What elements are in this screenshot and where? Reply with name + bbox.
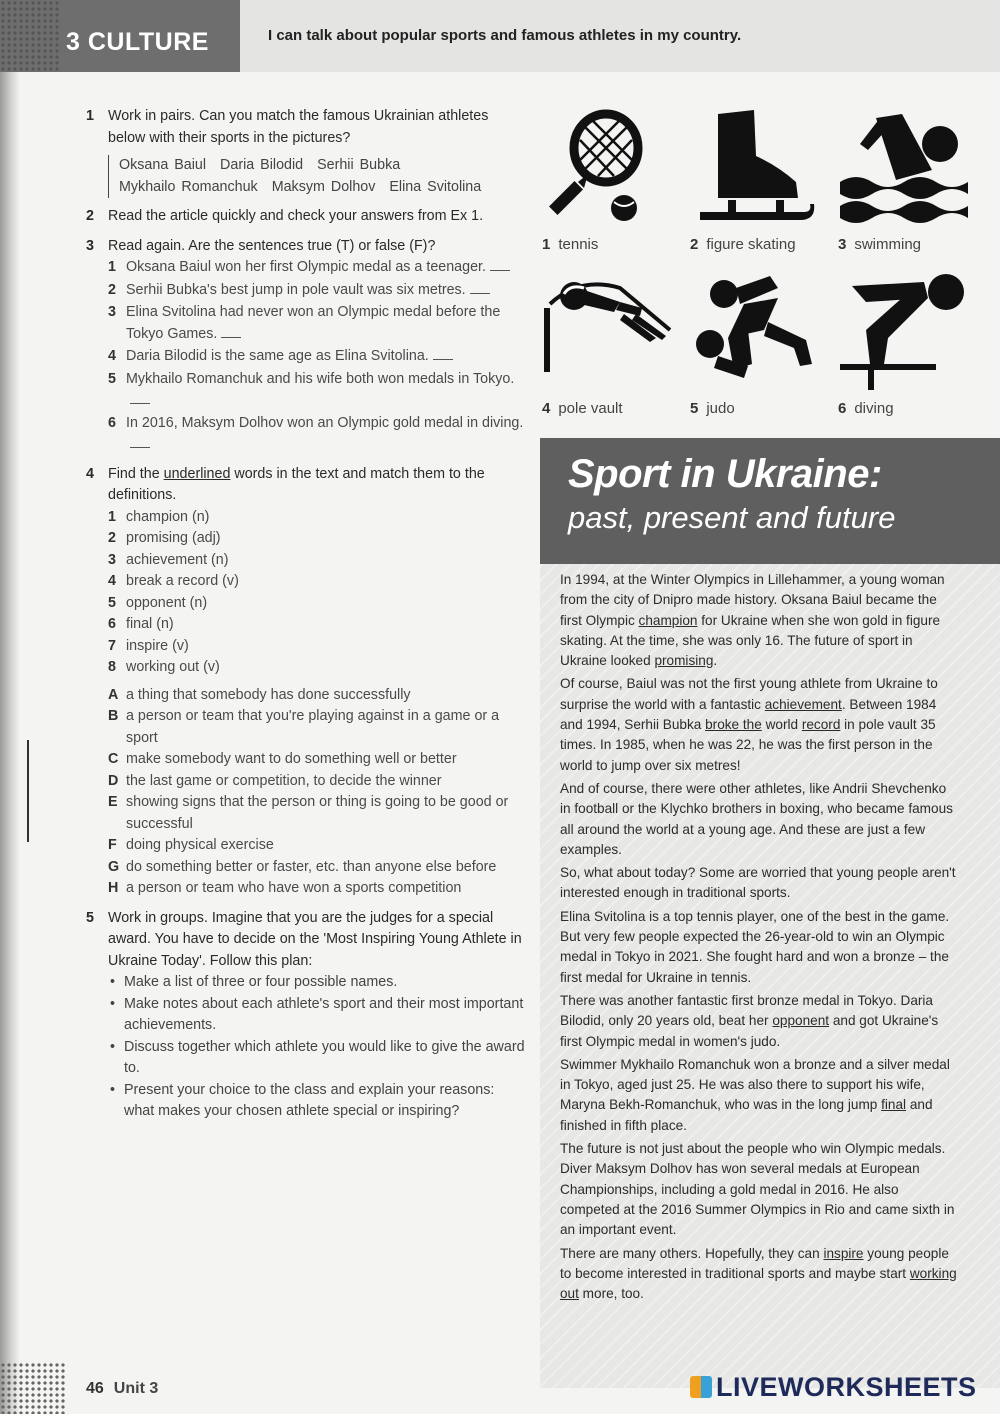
picture-label: 2 figure skating bbox=[690, 236, 796, 253]
definition-item: A a thing that somebody has done successfully bbox=[108, 686, 411, 703]
answer-blank[interactable] bbox=[433, 348, 453, 360]
article-subtitle: past, present and future bbox=[568, 500, 896, 535]
definition-item: H a person or team who have won a sports competition bbox=[108, 880, 462, 896]
article-paragraph: The future is not just about the people who win Olympic medals. Diver Maksym Dolhov has won several medals at European Championships, including a gold medal in 2016. He also competed at the 2016 Summer Olympics in Rio and came sixth in an important event. bbox=[560, 1141, 955, 1238]
exercises-column bbox=[86, 106, 526, 1131]
brand-logo-icon bbox=[690, 1376, 712, 1398]
athlete-name: Serhii Bubka bbox=[317, 157, 401, 173]
exercise-number: 2 bbox=[86, 208, 94, 224]
swimmer-icon bbox=[836, 104, 971, 234]
vocab-word: 3 achievement (n) bbox=[108, 551, 229, 568]
diver-icon bbox=[836, 268, 976, 398]
exercise-instruction: Work in groups. Imagine that you are the judges for a special award. You have to decide on the 'Most Inspiring Young Athlete in Ukraine Today'. Follow this plan: bbox=[108, 909, 522, 969]
answer-blank[interactable] bbox=[130, 436, 150, 448]
vocab-word: 7 inspire (v) bbox=[108, 637, 189, 654]
answer-blank[interactable] bbox=[470, 282, 490, 294]
definitions-list bbox=[108, 685, 526, 900]
learning-goal: I can talk about popular sports and famous athletes in my country. bbox=[268, 27, 742, 44]
statement-item: 1 Oksana Baiul won her first Olympic medal as a teenager. bbox=[108, 257, 526, 279]
exercise-4 bbox=[86, 464, 526, 900]
exercise-5 bbox=[86, 908, 526, 1123]
answer-blank[interactable] bbox=[490, 259, 510, 271]
article-paragraph: Swimmer Mykhailo Romanchuk won a bronze and a silver medal in Tokyo, aged just 25. He was also there to support his wife, Maryna Bekh-Romanchuk, who was in the long jump final and finished in fifth place. bbox=[560, 1056, 950, 1133]
article-paragraph: In 1994, at the Winter Olympics in Lillehammer, a young woman from the city of Dnipro made history. Oksana Baiul became the first Olympic champion for Ukraine when she won gold in figure skating. At the time, she was only 16. The future of sport in Ukraine looked promising. bbox=[560, 572, 945, 669]
tennis-icon bbox=[540, 104, 660, 234]
article-body bbox=[560, 570, 960, 1307]
vocab-word: 6 final (n) bbox=[108, 616, 174, 632]
picture-label: 6 diving bbox=[838, 400, 894, 417]
exercise-number: 1 bbox=[86, 108, 94, 124]
definition-item: C make somebody want to do something well or better bbox=[108, 751, 457, 767]
page-footer bbox=[86, 1380, 158, 1398]
answer-blank[interactable] bbox=[130, 392, 150, 404]
exercise-number: 5 bbox=[86, 909, 94, 926]
plan-bullet: • Make notes about each athlete's sport and their most important achievements. bbox=[108, 994, 526, 1037]
vocab-word: 2 promising (adj) bbox=[108, 530, 221, 546]
article-panel bbox=[540, 438, 1000, 1388]
article-paragraph: And of course, there were other athletes, like Andrii Shevchenko in football or the Klychko brothers in boxing, who became famous all around the world at a young age. And these are just a few examples. bbox=[560, 780, 953, 857]
plan-bullet: • Make a list of three or four possible names. bbox=[108, 972, 526, 994]
plan-bullet: • Present your choice to the class and explain your reasons: what makes your chosen athlete special or inspiring? bbox=[108, 1080, 526, 1123]
header-band bbox=[0, 0, 1000, 72]
exercise-instruction: Find the underlined words in the text and match them to the definitions. bbox=[108, 465, 485, 503]
statement-item: 5 Mykhailo Romanchuk and his wife both won medals in Tokyo. bbox=[108, 369, 526, 412]
article-paragraph: There are many others. Hopefully, they can inspire young people to become interested in traditional sports and maybe start working out more, too. bbox=[560, 1245, 957, 1302]
article-paragraph: There was another fantastic first bronze medal in Tokyo. Daria Bilodid, only 20 years old, beat her opponent and got Ukraine's first Olympic medal in women's judo. bbox=[560, 992, 939, 1049]
pole-vault-icon bbox=[540, 268, 680, 398]
article-header bbox=[540, 438, 1000, 564]
judo-icon bbox=[688, 268, 828, 398]
exercise-1 bbox=[86, 106, 526, 198]
plan-bullet: • Discuss together which athlete you would like to give the award to. bbox=[108, 1037, 526, 1080]
statement-item: 6 In 2016, Maksym Dolhov won an Olympic gold medal in diving. bbox=[108, 413, 526, 456]
page-edge-shadow bbox=[0, 0, 20, 1414]
definition-item: G do something better or faster, etc. than anyone else before bbox=[108, 858, 497, 875]
statement-item: 4 Daria Bilodid is the same age as Elina Svitolina. bbox=[108, 346, 526, 368]
picture-pole-vault bbox=[540, 268, 680, 418]
picture-label: 5 judo bbox=[690, 400, 735, 417]
vocab-word: 4 break a record (v) bbox=[108, 573, 239, 589]
exercise-number: 4 bbox=[86, 465, 94, 482]
picture-figure-skating bbox=[688, 104, 828, 254]
answer-blank[interactable] bbox=[221, 326, 241, 338]
article-paragraph: Of course, Baiul was not the first young athlete from Ukraine to surprise the world with a fantastic achievement. Between 1984 and 1994, Serhii Bubka broke the world record in pole vault 35 times. In 1985, when he was 22, he was the first person in the world to jump over six metres! bbox=[560, 676, 938, 773]
statement-item: 3 Elina Svitolina had never won an Olympic medal before the Tokyo Games. bbox=[108, 304, 501, 342]
vocab-word: 8 working out (v) bbox=[108, 659, 220, 675]
exercise-instruction: Read the article quickly and check your answers from Ex 1. bbox=[108, 208, 484, 224]
picture-judo bbox=[688, 268, 828, 418]
picture-label: 3 swimming bbox=[838, 236, 922, 253]
page-number: 46 bbox=[86, 1380, 104, 1397]
unit-badge: 3 CULTURE bbox=[66, 28, 209, 56]
sport-pictures bbox=[540, 104, 980, 424]
exercise-2 bbox=[86, 206, 526, 228]
vocab-word: 5 opponent (n) bbox=[108, 594, 208, 611]
picture-diving bbox=[836, 268, 976, 418]
athlete-name: Daria Bilodid bbox=[220, 157, 304, 173]
article-paragraph: So, what about today? Some are worried that young people aren't interested enough in traditional sports. bbox=[560, 865, 956, 901]
definition-item: D the last game or competition, to decide the winner bbox=[108, 772, 442, 789]
halftone-dots bbox=[0, 0, 60, 72]
article-paragraph: Elina Svitolina is a top tennis player, one of the best in the game. But very few people expected the 26-year-old to win an Olympic medal in Tokyo in 2021. She fought hard and won a bronze – the first medal for Ukraine in tennis. bbox=[560, 908, 950, 985]
picture-tennis bbox=[540, 104, 680, 254]
definition-item: E showing signs that the person or thing is going to be good or successful bbox=[108, 794, 509, 832]
athlete-name: Mykhailo Romanchuk bbox=[119, 178, 258, 195]
exercise-3 bbox=[86, 236, 526, 456]
article-title: Sport in Ukraine: bbox=[568, 452, 882, 496]
definition-item: B a person or team that you're playing against in a game or a sport bbox=[108, 708, 500, 746]
picture-swimming bbox=[836, 104, 976, 254]
athlete-name: Oksana Baiul bbox=[119, 157, 207, 173]
athlete-name: Elina Svitolina bbox=[389, 178, 482, 195]
athlete-names-box bbox=[108, 155, 526, 198]
footer-halftone bbox=[0, 1362, 66, 1414]
margin-bar bbox=[27, 740, 29, 842]
picture-label: 4 pole vault bbox=[542, 400, 623, 417]
exercise-instruction: Read again. Are the sentences true (T) or false (F)? bbox=[108, 237, 436, 254]
brand-watermark[interactable]: LIVEWORKSHEETS bbox=[690, 1372, 977, 1403]
exercise-instruction: Work in pairs. Can you match the famous Ukrainian athletes below with their sports in the pictures? bbox=[108, 108, 489, 146]
definition-item: F doing physical exercise bbox=[108, 837, 274, 853]
picture-label: 1 tennis bbox=[542, 236, 599, 253]
exercise-number: 3 bbox=[86, 237, 94, 254]
statement-item: 2 Serhii Bubka's best jump in pole vault was six metres. bbox=[108, 280, 526, 302]
unit-label: Unit 3 bbox=[113, 1380, 159, 1397]
skate-icon bbox=[688, 104, 818, 234]
athlete-name: Maksym Dolhov bbox=[271, 178, 376, 195]
vocab-word: 1 champion (n) bbox=[108, 508, 210, 525]
